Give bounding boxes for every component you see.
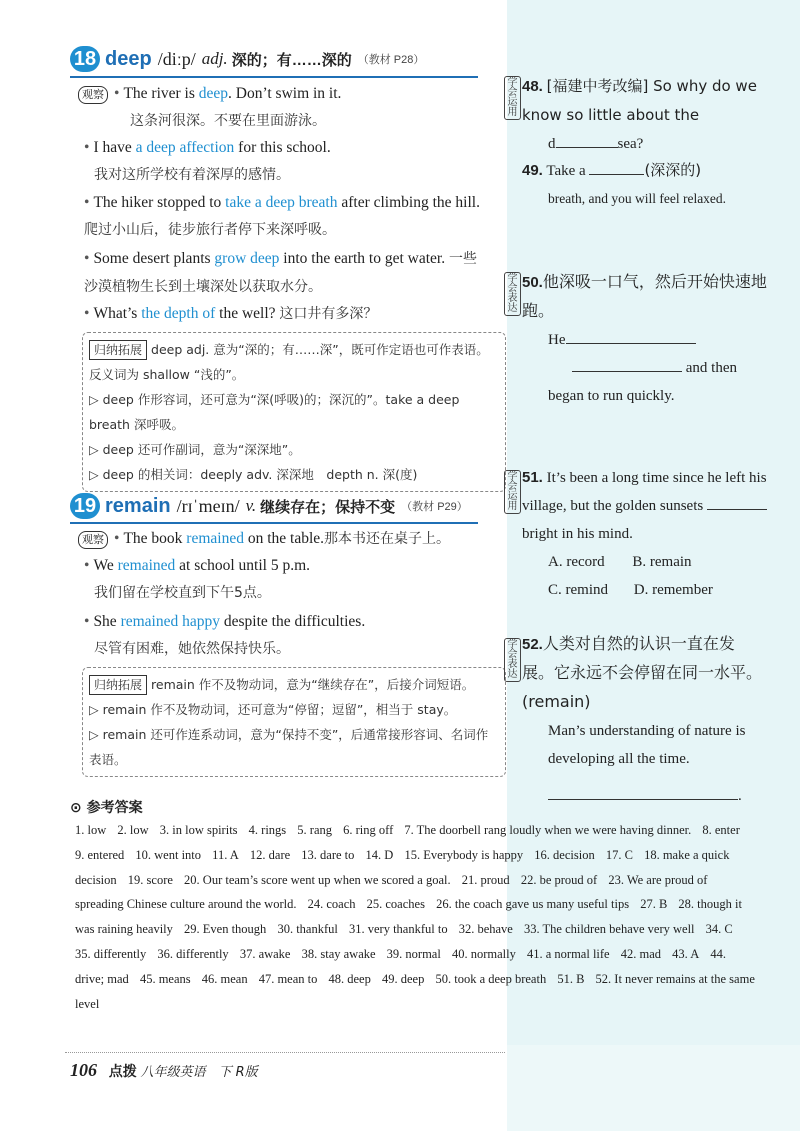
answer-item: 12. dare xyxy=(249,847,291,862)
question-type-tag: 学会运用 xyxy=(504,76,521,120)
entry-number: 18 xyxy=(70,46,100,72)
entry-deep xyxy=(70,42,502,76)
answer-item: 18. make a quick decision xyxy=(75,847,730,887)
answer-item: 33. The children behave very well xyxy=(523,922,695,937)
observe-tag: 观察 xyxy=(78,531,108,549)
answer-item: 31. very thankful to xyxy=(348,922,448,937)
answer-item: 14. D xyxy=(365,847,394,862)
headword: deep xyxy=(105,47,152,70)
answers-list xyxy=(75,818,755,1016)
answer-item: 41. a normal life xyxy=(526,946,610,961)
answer-item: 51. B xyxy=(557,971,585,986)
summary-tag: 归纳拓展 xyxy=(89,675,147,695)
question-52: 52.人类对自然的认识一直在发展。它永远不会停留在同一水平。(remain) Man’s understanding of nature is developing all the time. . xyxy=(522,634,763,804)
answer-item: 13. dare to xyxy=(301,847,355,862)
question-50: 50.他深吸一口气，然后开始快速地跑。 He and then began to run quickly. xyxy=(522,272,767,404)
headword-remain xyxy=(70,489,502,523)
example-translation: 我们留在学校直到下午5点。 xyxy=(94,585,271,601)
example-translation: 我对这所学校有着深厚的感情。 xyxy=(94,167,290,183)
option-b[interactable]: B. remain xyxy=(632,554,692,570)
answer-item: 26. the coach gave us many useful tips xyxy=(436,897,630,912)
answer-blank[interactable] xyxy=(566,327,696,344)
answer-item: 20. Our team’s score went up when we scored a goal. xyxy=(184,872,451,887)
answer-blank[interactable] xyxy=(548,783,738,800)
answer-item: 44. drive; mad xyxy=(75,946,726,986)
headword-underline xyxy=(70,76,478,78)
answer-item: 43. A xyxy=(672,946,700,961)
example-translation: 尽管有困难，她依然保持快乐。 xyxy=(94,641,290,657)
page-footer xyxy=(70,1060,258,1081)
part-of-speech: v. xyxy=(245,496,257,515)
example-2: • I have a deep affection for this school. 我对这所学校有着深厚的感情。 xyxy=(84,139,331,183)
question-48: 48. [福建中考改编] So why do we know so little about the d sea? xyxy=(522,77,757,152)
answer-item: 30. thankful xyxy=(277,922,338,937)
answer-item: 7. The doorbell rang loudly when we were having dinner. xyxy=(404,823,692,837)
question-51: 51. It’s been a long time since he left his village, but the golden sunsets bright in his mind. A. record B. remain C. remind D. remember xyxy=(522,469,767,598)
answer-item: 35. differently xyxy=(75,946,147,961)
example-1: 观察 • The river is deep. Don’t swim in it. 这条河很深。不要在里面游泳。 xyxy=(78,80,518,135)
headword-underline xyxy=(70,522,478,524)
headword-meaning: 继续存在；保持不变 xyxy=(260,498,396,516)
example-3: • She remained happy despite the difficulties. 尽管有困难，她依然保持快乐。 xyxy=(84,613,366,657)
bottom-tint xyxy=(507,1045,800,1131)
answer-item: 4. rings xyxy=(248,823,287,837)
summary-tag: 归纳拓展 xyxy=(89,340,147,360)
answer-item: 28. though it was raining heavily xyxy=(75,897,742,937)
part-of-speech: adj. xyxy=(201,49,228,68)
example-5: • What’s the depth of the well? 这口井有多深？ xyxy=(84,305,378,322)
example-translation: 那本书还在桌子上。 xyxy=(324,531,451,547)
entry-number: 19 xyxy=(70,493,100,519)
headword-meaning: 深的；有……深的 xyxy=(231,51,352,69)
answer-item: 19. score xyxy=(127,872,173,887)
example-2: • We remained at school until 5 p.m. 我们留在学校直到下午5点。 xyxy=(84,557,311,601)
answer-item: 1. low xyxy=(75,823,107,837)
observe-tag: 观察 xyxy=(78,86,108,104)
answer-item: 29. Even though xyxy=(184,922,267,937)
pronunciation: /rɪˈmeɪn/ xyxy=(176,495,240,516)
textbook-ref: （教材 P29） xyxy=(401,501,468,513)
answer-item: 45. means xyxy=(139,971,191,986)
entry-remain xyxy=(70,489,502,523)
option-c[interactable]: C. remind xyxy=(548,582,608,598)
summary-box-remain: 归纳拓展 remain 作不及物动词，意为“继续存在”，后接介词短语。 ▷ remain 作不及物动词，还可意为“停留；逗留”，相当于 stay。 ▷ remain 还可作连系动词，意为“保持不变”，后通常接形容词、名词作表语。 xyxy=(82,667,506,777)
question-49: 49. Take a (深深的) breath, and you will feel relaxed. xyxy=(522,156,787,213)
answer-item: 2. low xyxy=(117,823,149,837)
headword: remain xyxy=(105,494,171,517)
brand: 点拨 xyxy=(108,1064,137,1080)
answer-item: 40. normally xyxy=(451,946,516,961)
answer-blank[interactable] xyxy=(572,355,682,372)
answer-item: 46. mean xyxy=(201,971,248,986)
answer-item: 25. coaches xyxy=(366,897,425,912)
answer-item: 9. entered xyxy=(75,847,125,862)
answer-item: 42. mad xyxy=(620,946,662,961)
answer-item: 36. differently xyxy=(157,946,229,961)
example-translation: 爬过小山后，徒步旅行者停下来深呼吸。 xyxy=(84,222,336,238)
answer-item: 23. We are proud of spreading Chinese culture around the world. xyxy=(75,872,708,912)
answer-item: 24. coach xyxy=(307,897,356,912)
textbook-ref: （教材 P28） xyxy=(357,54,425,66)
answer-item: 15. Everybody is happy xyxy=(404,847,524,862)
answer-item: 3. in low spirits xyxy=(159,823,238,837)
answer-item: 16. decision xyxy=(534,847,595,862)
footer-divider xyxy=(65,1052,505,1053)
example-translation: 这口井有多深？ xyxy=(279,306,378,322)
answer-blank[interactable] xyxy=(707,493,767,510)
answer-blank[interactable] xyxy=(589,158,644,175)
pronunciation: /diːp/ xyxy=(157,48,196,69)
answer-item: 48. deep xyxy=(328,971,371,986)
example-translation: 一些沙漠植物生长到土壤深处以获取水分。 xyxy=(84,251,477,295)
answer-item: 11. A xyxy=(212,847,239,862)
example-1: 观察 • The book remained on the table.那本书还在桌子上。 xyxy=(78,525,498,553)
example-3: • The hiker stopped to take a deep breath after climbing the hill. 爬过小山后，徒步旅行者停下来深呼吸。 xyxy=(84,194,480,238)
answers-title: ⊙ 参考答案 xyxy=(70,800,143,816)
answer-blank[interactable] xyxy=(556,131,618,148)
answer-item: 38. stay awake xyxy=(301,946,376,961)
answer-item: 47. mean to xyxy=(258,971,318,986)
answer-item: 37. awake xyxy=(239,946,291,961)
example-4: • Some desert plants grow deep into the earth to get water. 一些沙漠植物生长到土壤深处以获取水分。 xyxy=(84,250,477,295)
answer-item: 34. C xyxy=(705,922,733,937)
example-translation: 这条河很深。不要在里面游泳。 xyxy=(130,113,326,129)
answer-item: 5. rang xyxy=(297,823,333,837)
answer-item: 27. B xyxy=(640,897,668,912)
answer-item: 10. went into xyxy=(135,847,202,862)
answer-item: 32. behave xyxy=(458,922,513,937)
summary-box-deep: 归纳拓展 deep adj. 意为“深的；有……深”，既可作定语也可作表语。反义词为 shallow “浅的”。 ▷ deep 作形容词，还可意为“深(呼吸)的；深沉的”。take a deep breath 深呼吸。 ▷ deep 还可作副词，意为“深深地”。 ▷ deep 的相关词：deeply adv. 深深地 depth n. 深(度) xyxy=(82,332,506,492)
answer-item: 8. enter xyxy=(702,823,740,837)
question-type-tag: 学会运用 xyxy=(504,470,521,514)
answer-item: 6. ring off xyxy=(343,823,394,837)
question-type-tag: 学会表达 xyxy=(504,638,521,682)
answer-item: 21. proud xyxy=(461,872,510,887)
answer-item: 22. be proud of xyxy=(520,872,598,887)
question-type-tag: 学会表达 xyxy=(504,272,521,316)
answer-item: 50. took a deep breath xyxy=(435,971,547,986)
page-number: 106 xyxy=(70,1060,97,1080)
answer-item: 49. deep xyxy=(381,971,425,986)
option-a[interactable]: A. record xyxy=(548,554,605,570)
book-title: 八年级英语 下 R版 xyxy=(140,1065,258,1080)
answer-item: 39. normal xyxy=(386,946,441,961)
headword-deep xyxy=(70,42,502,76)
answer-item: 17. C xyxy=(605,847,633,862)
answer-item: 52. It never remains at the same level xyxy=(75,971,755,1011)
option-d[interactable]: D. remember xyxy=(633,582,713,598)
